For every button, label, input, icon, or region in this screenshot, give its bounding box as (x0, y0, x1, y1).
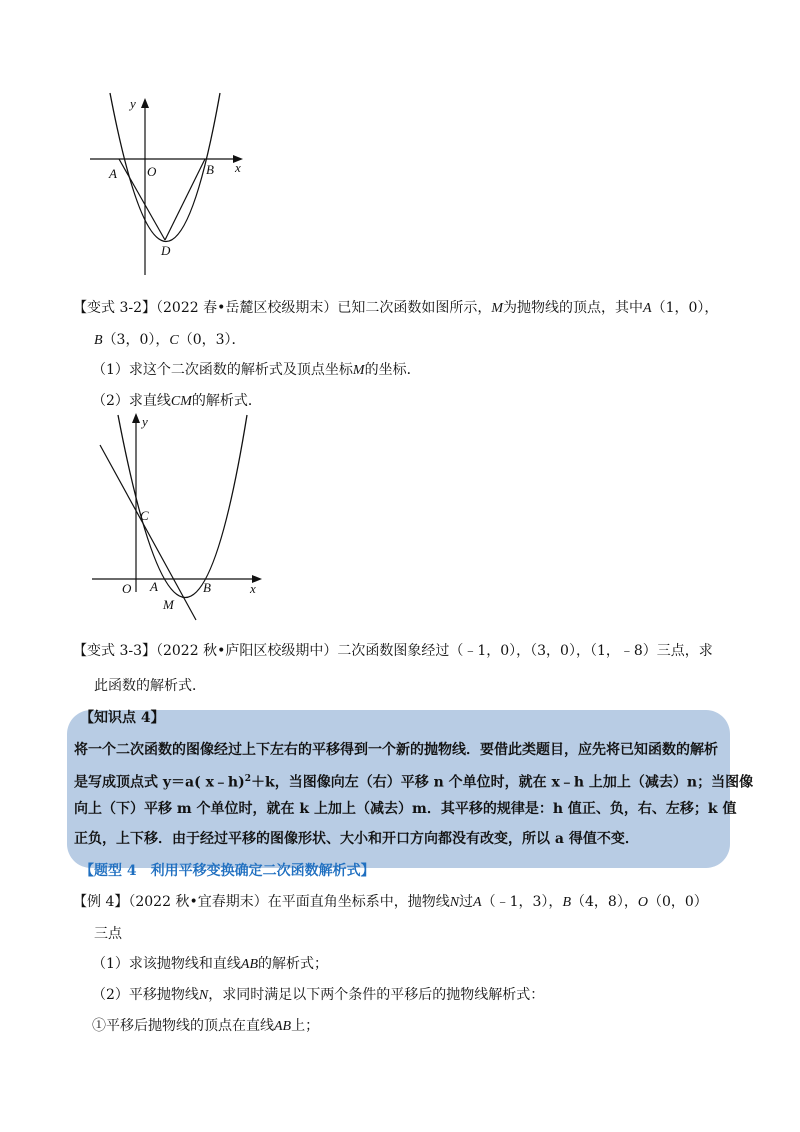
variant-3-2-q1 (92, 360, 421, 381)
variant-3-2-line1 (73, 298, 718, 319)
example-4-condition-1 (92, 1016, 319, 1037)
graph-2-y-arrow (132, 413, 140, 423)
knowledge-point-line1: 将一个二次函数的图像经过上下左右的平移得到一个新的抛物线．要借此类题目，应先将已知函数的解析 (74, 742, 718, 758)
graph-1-y-arrow (141, 98, 149, 108)
example-4-line2: 三点 (94, 926, 122, 942)
graph-1-segment-AD (119, 159, 165, 240)
variant-3-3-line2: 此函数的解析式． (94, 678, 206, 694)
example-4-q2-pre: （2）平移抛物线 (92, 987, 199, 1003)
example-4-tag: 【例 4】 (73, 894, 129, 910)
example-4-c1-AB: AB (274, 1019, 292, 1034)
variant-3-2-B: B (94, 333, 103, 348)
example-4-q1-pre: （1）求该抛物线和直线 (92, 956, 241, 972)
variant-3-2-A: A (643, 301, 652, 316)
graph-2-parabola (118, 415, 247, 598)
knowledge-point-line2-post: ＋k，当图像向左（右）平移 n 个单位时，就在 x﹣h 上加上（减去）n；当图像 (251, 774, 754, 791)
knowledge-point-line4: 正负，上下移．由于经过平移的图像形状、大小和开口方向都没有改变，所以 a 得值不变． (74, 831, 639, 847)
example-4-source: （2022 秋•宜春期末）在平面直角坐标系中，抛物线 (128, 894, 450, 910)
example-4-q1 (92, 954, 328, 975)
variant-3-2-source: （2022 春•岳麓区校级期末）已知二次函数如图所示， (156, 300, 492, 316)
graph-2 (90, 410, 270, 630)
example-4-c1-pre: ①平移后抛物线的顶点在直线 (92, 1018, 274, 1034)
example-4-q1-post: 的解析式； (258, 956, 329, 972)
example-4-O: O (637, 895, 648, 910)
variant-3-2-q1-M: M (352, 363, 365, 378)
example-4-q2-N: N (198, 988, 209, 1003)
graph-2-label-A: A (150, 579, 158, 594)
example-4-q1-AB: AB (240, 957, 259, 972)
graph-2-x-label: x (250, 581, 256, 596)
type-4-title: 【题型 4 利用平移变换确定二次函数解析式】 (80, 863, 375, 879)
example-4-B-coord: （4，8）， (571, 894, 638, 910)
variant-3-2-q1-post: 的坐标． (364, 362, 421, 378)
graph-1 (85, 90, 260, 280)
variant-3-2-q2-CM: CM (170, 394, 192, 409)
graph-1-segment-BD (165, 159, 205, 240)
variant-3-2-C: C (169, 333, 179, 348)
example-4-A-coord: （﹣1，3）， (481, 894, 563, 910)
knowledge-point-line2-pre: 是写成顶点式 y＝a( x﹣h) (74, 774, 245, 791)
variant-3-2-q2 (92, 391, 262, 412)
knowledge-point-sup: 2 (244, 774, 251, 784)
example-4-q2-post: ，求同时满足以下两个条件的平移后的抛物线解析式： (208, 987, 545, 1003)
graph-2-label-O: O (122, 581, 132, 596)
graph-1-label-O: O (147, 164, 157, 179)
graph-1-label-A: A (109, 166, 117, 181)
graph-1-x-label: x (235, 160, 241, 175)
variant-3-2-B-coord: （3，0）， (102, 332, 170, 348)
variant-3-2-text: 为抛物线的顶点，其中 (503, 300, 644, 316)
knowledge-point-line3: 向上（下）平移 m 个单位时，就在 k 上加上（减去）m．其平移的规律是：h 值正、负，右、左移；k 值 (74, 801, 737, 817)
variant-3-3-line1: 【变式 3-3】（2022 秋•庐阳区校级期中）二次函数图象经过（﹣1，0），（3，0），（1，﹣8）三点，求 (73, 643, 713, 659)
knowledge-point-line2 (74, 769, 754, 793)
example-4-q2 (92, 985, 544, 1006)
example-4-text1: 过 (459, 894, 474, 910)
graph-1-parabola (110, 93, 220, 242)
variant-3-2-C-coord: （0，3）． (178, 332, 246, 348)
example-4-c1-post: 上； (291, 1018, 320, 1034)
variant-3-2-q2-pre: （2）求直线 (92, 393, 171, 409)
example-4-B: B (562, 895, 571, 910)
variant-3-2-q2-post: 的解析式． (191, 393, 262, 409)
graph-1-label-D: D (161, 243, 171, 258)
variant-3-2-tag: 【变式 3-2】 (73, 300, 156, 316)
variant-3-2-line2 (94, 330, 246, 351)
graph-2-y-label: y (142, 414, 148, 429)
graph-2-label-B: B (203, 580, 211, 595)
example-4-O-coord: （0，0） (647, 894, 708, 910)
variant-3-2-M: M (491, 301, 504, 316)
variant-3-2-q1-pre: （1）求这个二次函数的解析式及顶点坐标 (92, 362, 353, 378)
variant-3-2-A-coord: （1，0）， (651, 300, 719, 316)
example-4-N: N (449, 895, 460, 910)
graph-2-line-CM (100, 445, 196, 620)
example-4-line1 (73, 892, 708, 913)
graph-1-y-label: y (130, 96, 136, 111)
graph-2-label-M: M (163, 597, 174, 612)
graph-1-label-B: B (206, 162, 214, 177)
example-4-A: A (473, 895, 482, 910)
knowledge-point-title: 【知识点 4】 (80, 710, 165, 726)
graph-2-label-C: C (140, 508, 149, 523)
